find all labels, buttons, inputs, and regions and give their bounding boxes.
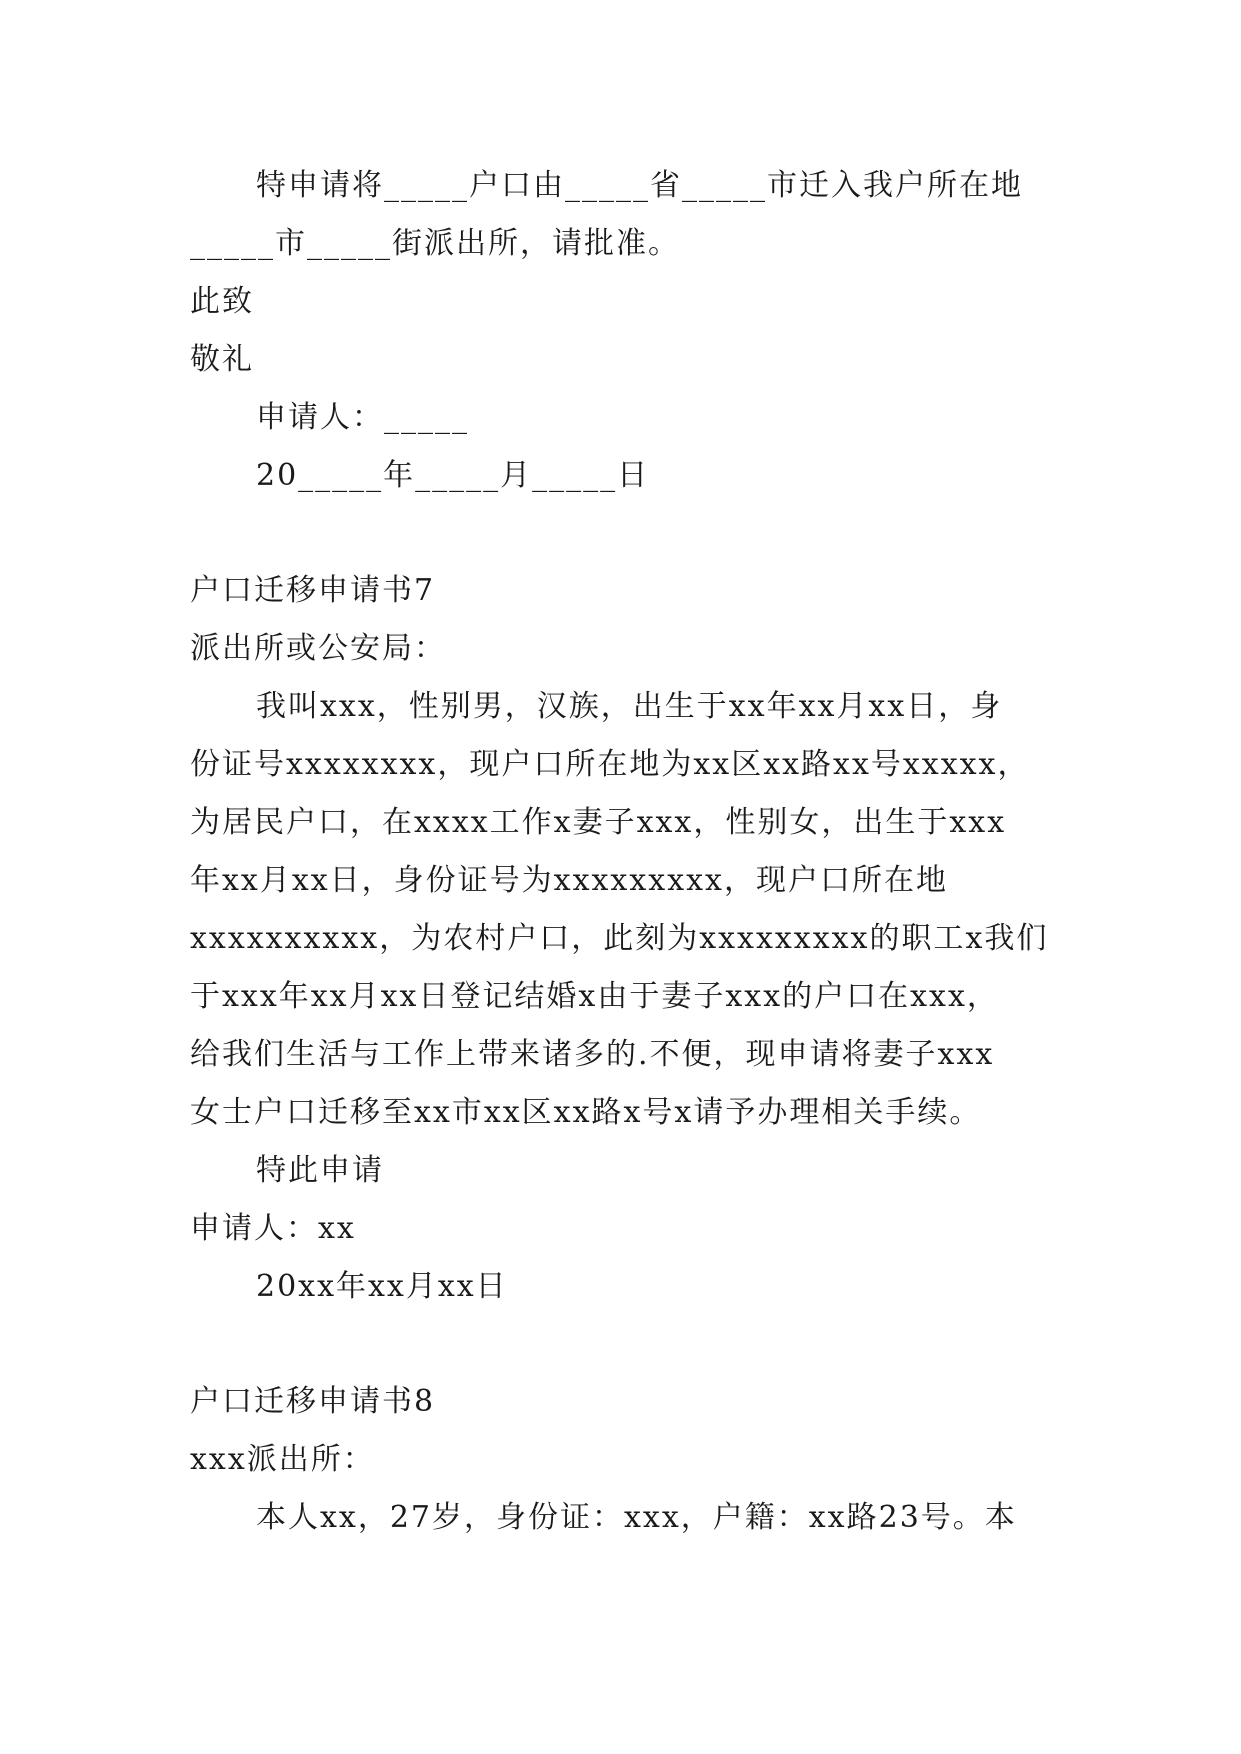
date-line: 20xx年xx月xx日	[256, 1269, 508, 1304]
paragraph-line: _____市_____街派出所，请批准。	[190, 226, 680, 261]
section-title: 户口迁移申请书7	[190, 573, 436, 608]
salutation: xxx派出所：	[190, 1442, 375, 1477]
paragraph-line: 女士户口迁移至xx市xx区xx路x号x请予办理相关手续。	[190, 1095, 982, 1130]
applicant-line: 申请人：_____	[256, 400, 469, 435]
paragraph-line: 年xx月xx日，身份证号为xxxxxxxxx，现户口所在地	[190, 863, 948, 898]
section-title: 户口迁移申请书8	[190, 1384, 436, 1419]
paragraph-line: 于xxx年xx月xx日登记结婚x由于妻子xxx的户口在xxx，	[190, 979, 999, 1014]
paragraph-line: 我叫xxx，性别男，汉族，出生于xx年xx月xx日，身	[256, 689, 1003, 724]
paragraph-line: 份证号xxxxxxxx，现户口所在地为xx区xx路xx号xxxxx，	[190, 747, 1030, 782]
paragraph-line: 本人xx，27岁，身份证：xxx，户籍：xx路23号。本	[256, 1500, 1017, 1535]
closing-line: 敬礼	[190, 342, 254, 377]
applicant-line: 申请人：xx	[190, 1211, 356, 1246]
paragraph-line: xxxxxxxxxx，为农村户口，此刻为xxxxxxxxx的职工x我们	[190, 921, 1049, 956]
paragraph-line: 给我们生活与工作上带来诸多的.不便，现申请将妻子xxx	[190, 1037, 995, 1072]
closing-line: 此致	[190, 284, 254, 319]
closing-line: 特此申请	[256, 1153, 384, 1188]
paragraph-line: 特申请将_____户口由_____省_____市迁入我户所在地	[256, 168, 1023, 203]
date-line: 20_____年_____月_____日	[256, 458, 650, 493]
salutation: 派出所或公安局：	[190, 631, 446, 666]
paragraph-line: 为居民户口，在xxxx工作x妻子xxx，性别女，出生于xxx	[190, 805, 1007, 840]
